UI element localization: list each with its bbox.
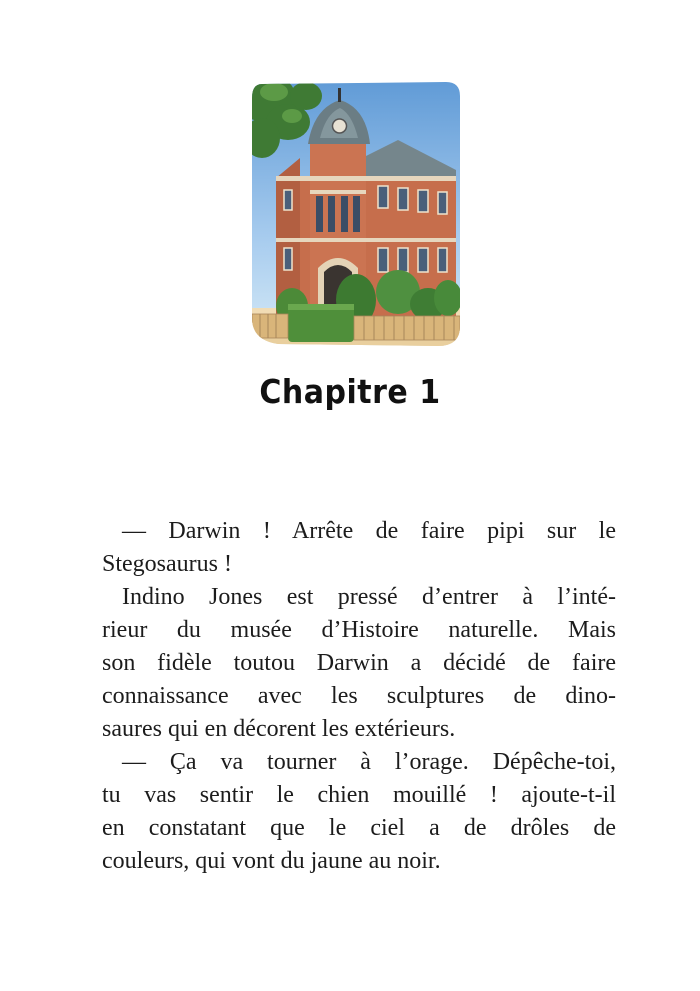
text-line: en constatant que le ciel a de drôles de [102,815,616,841]
text-line: Indino Jones est pressé d’entrer à l’inté- [122,584,616,610]
text-line: couleurs, qui vont du jaune au noir. [102,848,441,874]
text-line: — Darwin ! Arrête de faire pipi sur le [122,518,616,544]
text-line: rieur du musée d’Histoire naturelle. Mais [102,617,616,643]
museum-building-icon [248,78,464,352]
text-line: connaissance avec les sculptures de dino- [102,683,616,709]
text-line: tu vas sentir le chien mouillé ! ajoute-t-il [102,782,616,808]
chapter-text [102,515,616,878]
text-line: son fidèle toutou Darwin a décidé de faire [102,650,616,676]
text-line: Stegosaurus ! [102,551,232,577]
chapter-title: Chapitre 1 [259,373,441,412]
text-line: saures qui en décorent les extérieurs. [102,716,456,742]
museum-illustration [248,78,464,352]
text-line: — Ça va tourner à l’orage. Dépêche-toi, [122,749,616,775]
